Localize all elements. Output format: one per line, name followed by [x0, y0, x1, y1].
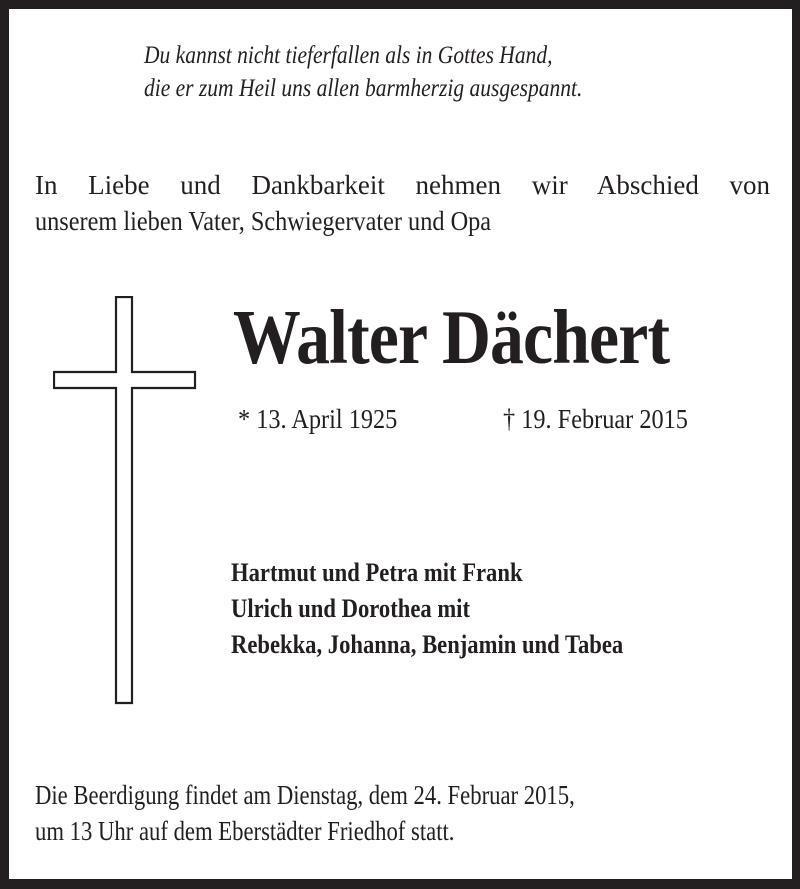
family-line-3: Rebekka, Johanna, Benjamin und Tabea — [231, 630, 624, 659]
funeral-info — [35, 777, 575, 849]
verse-line-1: Du kannst nicht tieferfallen als in Gottes Hand, — [144, 42, 553, 69]
funeral-line-2: um 13 Uhr auf dem Eberstädter Friedhof statt. — [35, 816, 455, 846]
verse-quote — [144, 39, 582, 105]
family-line-1: Hartmut und Petra mit Frank — [231, 558, 523, 587]
family-line-2: Ulrich und Dorothea mit — [231, 594, 470, 623]
verse-line-2: die er zum Heil uns allen barmherzig ausgespannt. — [144, 75, 583, 102]
deceased-name: Walter Dächert — [233, 294, 670, 380]
cross-icon — [53, 296, 197, 706]
intro-line-1: In Liebe und Dankbarkeit nehmen wir Abschied von — [35, 170, 770, 200]
death-date: † 19. Februar 2015 — [503, 404, 688, 434]
funeral-line-1: Die Beerdigung findet am Dienstag, dem 24. Februar 2015, — [35, 780, 575, 810]
birth-date: * 13. April 1925 — [238, 404, 398, 434]
intro-line-2: unserem lieben Vater, Schwiegervater und Opa — [35, 206, 492, 236]
intro-text — [35, 167, 770, 239]
obituary-notice — [9, 9, 792, 879]
family-signatures — [231, 555, 623, 663]
